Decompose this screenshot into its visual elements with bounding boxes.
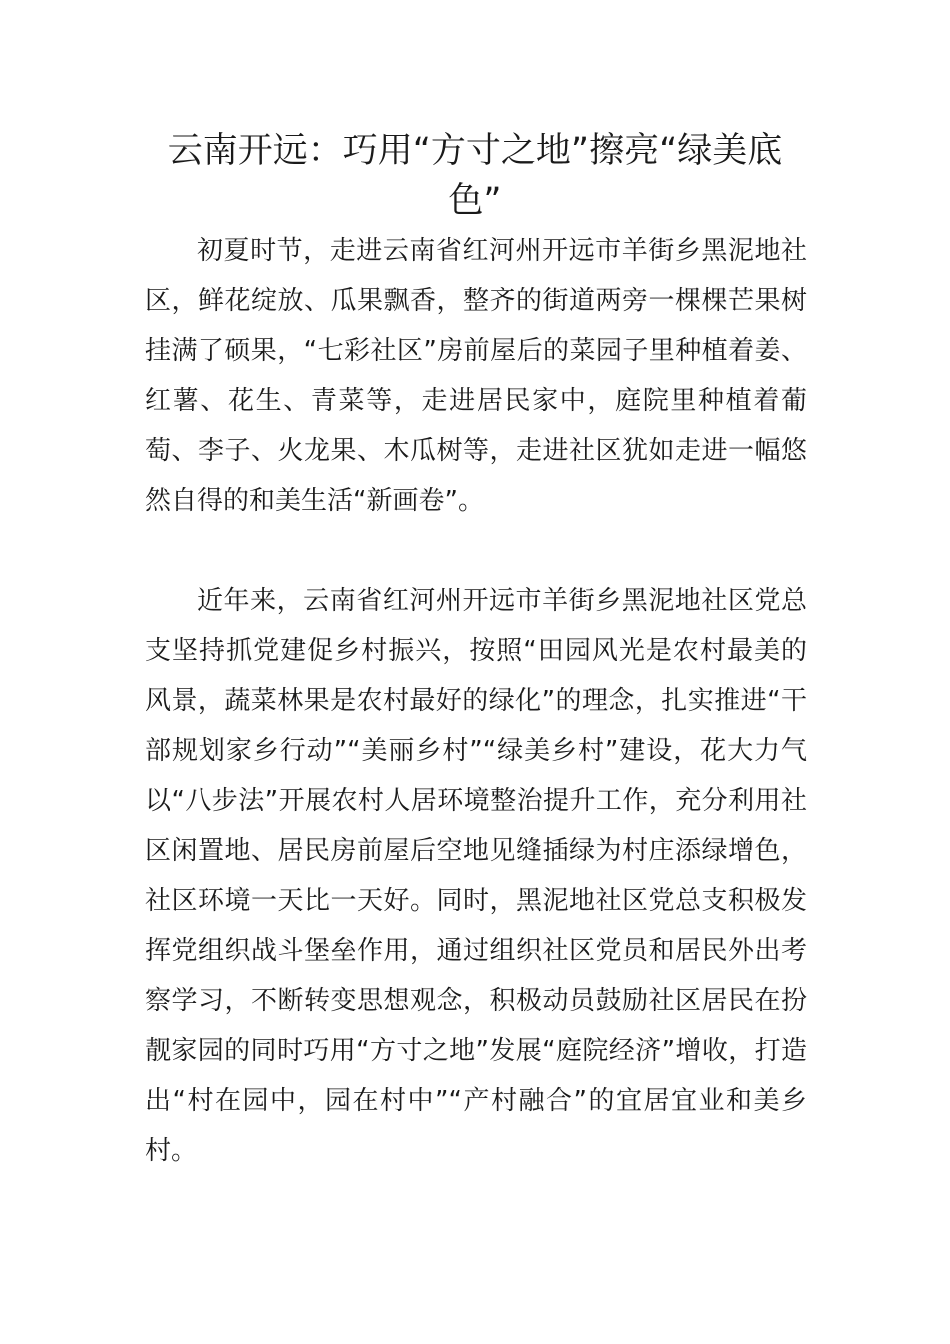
article-title: 云南开远：巧用“方寸之地”擦亮“绿美底色” — [167, 131, 783, 221]
paragraph-2: 近年来，云南省红河州开远市羊街乡黑泥地社区党总支坚持抓党建促乡村振兴，按照“田园风光是农村最美的风景，蔬菜林果是农村最好的绿化”的理念，扎实推进“干部规划家乡行动”“美丽乡村”“绿美乡村”建设，花大力气以“八步法”开展农村人居环境整治提升工作，充分利用社区闲置地、居民房前屋后空地见缝插绿为村庄添绿增色，社区环境一天比一天好。同时，黑泥地社区党总支积极发挥党组织战斗堡垒作用，通过组织社区党员和居民外出考察学习，不断转变思想观念，积极动员鼓励社区居民在扮靓家园的同时巧用“方寸之地”发展“庭院经济”增收，打造出“村在园中，园在村中”“产村融合”的宜居宜业和美乡村。 — [145, 586, 807, 1166]
paragraph-1: 初夏时节，走进云南省红河州开远市羊街乡黑泥地社区，鲜花绽放、瓜果飘香，整齐的街道两旁一棵棵芒果树挂满了硕果，“七彩社区”房前屋后的菜园子里种植着姜、红薯、花生、青菜等，走进居民家中，庭院里种植着葡萄、李子、火龙果、木瓜树等，走进社区犹如走进一幅悠然自得的和美生活“新画卷”。 — [145, 236, 807, 516]
